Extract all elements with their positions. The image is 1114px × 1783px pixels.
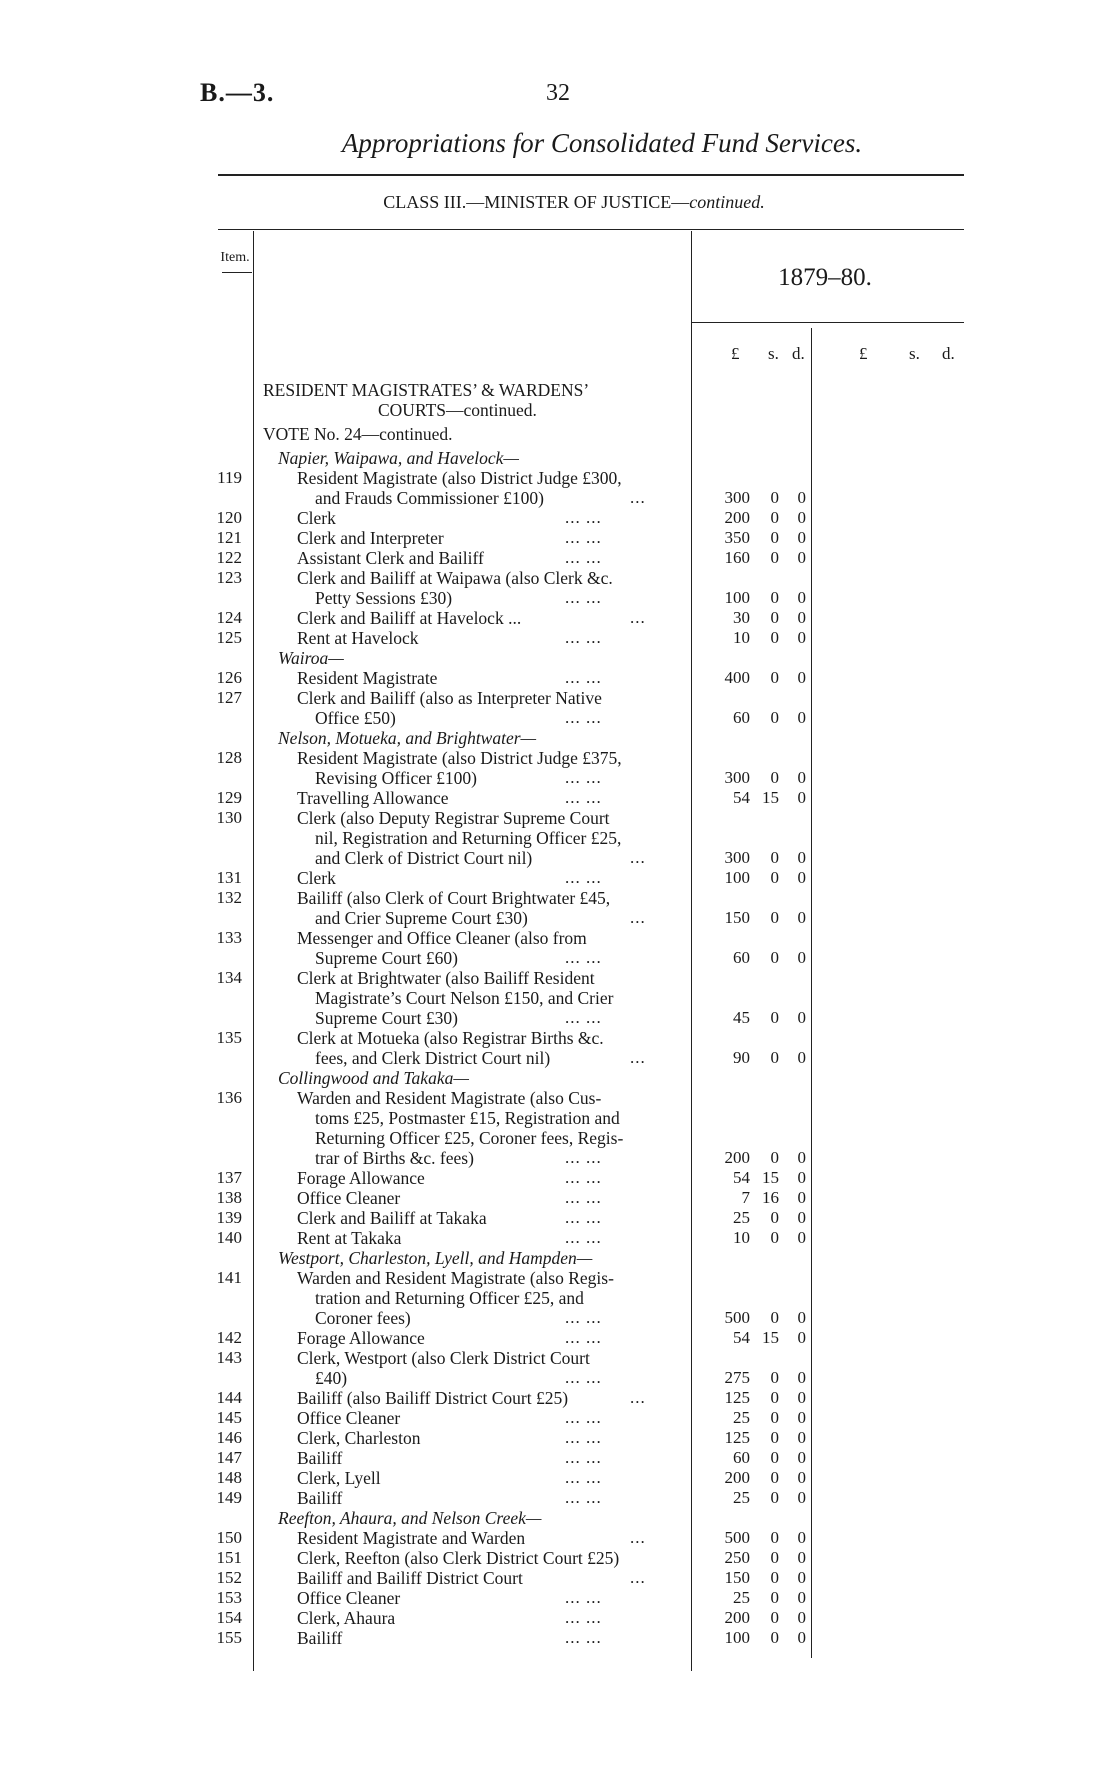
amount-pounds: 60 — [733, 948, 750, 967]
amount-shillings: 0 — [770, 628, 779, 647]
item-description: Warden and Resident Magistrate (also Cus- — [297, 1088, 602, 1108]
amount-pounds: 200 — [724, 1468, 750, 1487]
item-description: Clerk, Charleston — [297, 1428, 421, 1448]
leader-dots: ... ... — [565, 868, 602, 887]
amount-shillings: 0 — [770, 528, 779, 547]
item-number: 136 — [216, 1088, 242, 1107]
amount-pounds: 500 — [724, 1308, 750, 1327]
item-description: Clerk and Bailiff at Takaka — [297, 1208, 487, 1228]
amount-column-divider — [811, 328, 812, 1658]
item-number: 145 — [216, 1408, 242, 1427]
item-description: Resident Magistrate and Warden — [297, 1528, 526, 1548]
leader-dots: ... — [630, 908, 646, 927]
amount-pounds: 400 — [724, 668, 750, 687]
leader-dots: ... ... — [565, 1488, 602, 1507]
item-description: Revising Officer £100) — [315, 768, 478, 788]
description-column-divider — [691, 231, 692, 1671]
amount-pence: 0 — [797, 1588, 806, 1607]
item-description: Bailiff (also Bailiff District Court £25) — [297, 1388, 569, 1408]
amount-pounds: 54 — [733, 788, 750, 807]
leader-dots: ... ... — [565, 508, 602, 527]
leader-dots: ... ... — [565, 1428, 602, 1447]
pence-column-header: d. — [792, 344, 805, 363]
item-number: 131 — [216, 868, 242, 887]
leader-dots: ... ... — [565, 1188, 602, 1207]
item-description: Returning Officer £25, Coroner fees, Regis- — [315, 1128, 624, 1148]
item-number: 132 — [216, 888, 242, 907]
item-number: 147 — [216, 1448, 242, 1467]
amount-shillings: 15 — [762, 1168, 779, 1187]
item-description: Rent at Havelock — [297, 628, 419, 648]
amount-pence: 0 — [797, 508, 806, 527]
item-description: Clerk — [297, 868, 336, 888]
item-number: 143 — [216, 1348, 242, 1367]
leader-dots: ... ... — [565, 1408, 602, 1427]
amount-pence: 0 — [797, 1428, 806, 1447]
item-description: Office Cleaner — [297, 1588, 401, 1608]
item-number: 133 — [216, 928, 242, 947]
item-description: Forage Allowance — [297, 1168, 425, 1188]
item-description: Messenger and Office Cleaner (also from — [297, 928, 587, 948]
amount-pounds: 10 — [733, 628, 750, 647]
class-heading-suffix: continued. — [689, 192, 765, 212]
amount-pence: 0 — [797, 548, 806, 567]
item-description: Clerk and Bailiff (also as Interpreter Native — [297, 688, 602, 708]
amount-pence: 0 — [797, 868, 806, 887]
item-description: Clerk at Motueka (also Registrar Births &c. — [297, 1028, 604, 1048]
item-number: 122 — [216, 548, 242, 567]
leader-dots: ... ... — [565, 1208, 602, 1227]
amount-pence: 0 — [797, 1528, 806, 1547]
amount-shillings: 0 — [770, 1628, 779, 1647]
amount-pence: 0 — [797, 488, 806, 507]
amount-pounds: 125 — [724, 1388, 750, 1407]
item-description: Clerk at Brightwater (also Bailiff Resident — [297, 968, 595, 988]
leader-dots: ... ... — [565, 788, 602, 807]
item-description: Assistant Clerk and Bailiff — [297, 548, 484, 568]
amount-shillings: 0 — [770, 1308, 779, 1327]
amount-shillings: 0 — [770, 1388, 779, 1407]
leader-dots: ... — [630, 1528, 646, 1547]
leader-dots: ... ... — [565, 1168, 602, 1187]
item-description: Office Cleaner — [297, 1408, 401, 1428]
leader-dots: ... ... — [565, 588, 602, 607]
item-description: toms £25, Postmaster £15, Registration and — [315, 1108, 620, 1128]
amount-pounds: 60 — [733, 708, 750, 727]
amount-shillings: 0 — [770, 608, 779, 627]
item-description: Travelling Allowance — [297, 788, 449, 808]
amount-pence: 0 — [797, 1488, 806, 1507]
amount-shillings: 0 — [770, 908, 779, 927]
amount-shillings: 0 — [770, 1608, 779, 1627]
amount-pounds: 25 — [733, 1208, 750, 1227]
amount-pence: 0 — [797, 1548, 806, 1567]
item-description: Bailiff — [297, 1448, 343, 1468]
amount-shillings: 16 — [762, 1188, 779, 1207]
amount-shillings: 15 — [762, 1328, 779, 1347]
amount-pence: 0 — [797, 1208, 806, 1227]
item-description: Bailiff — [297, 1628, 343, 1648]
vote-heading: VOTE No. 24—continued. — [263, 424, 453, 444]
item-number: 144 — [216, 1388, 242, 1407]
amount-pounds: 100 — [724, 588, 750, 607]
leader-dots: ... ... — [565, 548, 602, 567]
item-number: 121 — [216, 528, 242, 547]
amount-shillings: 0 — [770, 948, 779, 967]
item-number: 126 — [216, 668, 242, 687]
amount-pounds: 54 — [733, 1168, 750, 1187]
section-title-line1: RESIDENT MAGISTRATES’ & WARDENS’ — [263, 380, 590, 400]
amount-pounds: 160 — [724, 548, 750, 567]
amount-pence: 0 — [797, 1168, 806, 1187]
leader-dots: ... — [630, 1388, 646, 1407]
amount-pounds: 125 — [724, 1428, 750, 1447]
leader-dots: ... ... — [565, 1628, 602, 1647]
item-column-header: Item. — [220, 250, 250, 265]
leader-dots: ... ... — [565, 1608, 602, 1627]
item-description: fees, and Clerk District Court nil) — [315, 1048, 551, 1068]
item-description: Clerk, Lyell — [297, 1468, 381, 1488]
amount-shillings: 0 — [770, 588, 779, 607]
amount-pence: 0 — [797, 628, 806, 647]
item-description: Magistrate’s Court Nelson £150, and Crier — [315, 988, 614, 1008]
amount-pounds: 100 — [724, 1628, 750, 1647]
page-reference: B.—3. — [200, 78, 275, 107]
amount-shillings: 0 — [770, 1368, 779, 1387]
amount-pounds: 150 — [724, 908, 750, 927]
item-description: Supreme Court £60) — [315, 948, 458, 968]
item-number: 130 — [216, 808, 242, 827]
amount-pounds: 25 — [733, 1588, 750, 1607]
item-description: Forage Allowance — [297, 1328, 425, 1348]
amount-pence: 0 — [797, 1368, 806, 1387]
item-number: 120 — [216, 508, 242, 527]
amount-pounds: 200 — [724, 1148, 750, 1167]
item-number: 124 — [216, 608, 242, 627]
item-description: Clerk and Bailiff at Waipawa (also Clerk &c. — [297, 568, 613, 588]
amount-shillings: 0 — [770, 1568, 779, 1587]
leader-dots: ... ... — [565, 708, 602, 727]
leader-dots: ... ... — [565, 668, 602, 687]
subheading: Westport, Charleston, Lyell, and Hampden— — [278, 1248, 593, 1268]
year-header-rule — [691, 322, 964, 323]
amount-shillings: 0 — [770, 1228, 779, 1247]
amount-shillings: 0 — [770, 1428, 779, 1447]
leader-dots: ... ... — [565, 1228, 602, 1247]
amount-pounds: 300 — [724, 768, 750, 787]
item-description: Clerk and Bailiff at Havelock ... — [297, 608, 522, 628]
amount-pounds: 25 — [733, 1488, 750, 1507]
subheading: Collingwood and Takaka— — [278, 1068, 469, 1088]
amount-pence: 0 — [797, 788, 806, 807]
item-number: 150 — [216, 1528, 242, 1547]
amount-pence: 0 — [797, 1188, 806, 1207]
item-number: 138 — [216, 1188, 242, 1207]
item-description: and Crier Supreme Court £30) — [315, 908, 528, 928]
item-number: 127 — [216, 688, 242, 707]
page-number: 32 — [546, 80, 570, 106]
leader-dots: ... ... — [565, 1448, 602, 1467]
amount-shillings: 0 — [770, 1548, 779, 1567]
subheading: Nelson, Motueka, and Brightwater— — [278, 728, 537, 748]
item-description: Clerk, Westport (also Clerk District Court — [297, 1348, 590, 1368]
section-title-line2: COURTS—continued. — [378, 400, 537, 420]
amount-shillings: 0 — [770, 1528, 779, 1547]
amount-shillings: 0 — [770, 1208, 779, 1227]
amount-shillings: 15 — [762, 788, 779, 807]
amount-pounds: 500 — [724, 1528, 750, 1547]
amount-pounds: 45 — [733, 1008, 750, 1027]
amount-shillings: 0 — [770, 868, 779, 887]
class-heading — [214, 192, 934, 213]
amount-pence: 0 — [797, 848, 806, 867]
amount-pence: 0 — [797, 668, 806, 687]
amount-pence: 0 — [797, 1228, 806, 1247]
pound-column-header: £ — [731, 344, 740, 363]
amount-pence: 0 — [797, 768, 806, 787]
leader-dots: ... — [630, 608, 646, 627]
item-description: tration and Returning Officer £25, and — [315, 1288, 584, 1308]
amount-shillings: 0 — [770, 1448, 779, 1467]
subheading: Reefton, Ahaura, and Nelson Creek— — [278, 1508, 542, 1528]
amount-shillings: 0 — [770, 848, 779, 867]
item-number: 128 — [216, 748, 242, 767]
pound2-column-header: £ — [859, 344, 868, 363]
amount-pounds: 275 — [724, 1368, 750, 1387]
item-description: Office £50) — [315, 708, 396, 728]
amount-pounds: 30 — [733, 608, 750, 627]
amount-shillings: 0 — [770, 668, 779, 687]
item-description: Warden and Resident Magistrate (also Regis- — [297, 1268, 614, 1288]
amount-pence: 0 — [797, 908, 806, 927]
item-description: Clerk, Reefton (also Clerk District Court £25) — [297, 1548, 620, 1568]
item-description: Bailiff — [297, 1488, 343, 1508]
amount-pounds: 200 — [724, 508, 750, 527]
item-description: Clerk and Interpreter — [297, 528, 444, 548]
amount-shillings: 0 — [770, 488, 779, 507]
item-description: Clerk — [297, 508, 336, 528]
item-number: 123 — [216, 568, 242, 587]
amount-pence: 0 — [797, 1448, 806, 1467]
item-number: 153 — [216, 1588, 242, 1607]
leader-dots: ... — [630, 848, 646, 867]
item-number: 151 — [216, 1548, 242, 1567]
shilling2-column-header: s. — [909, 344, 920, 363]
amount-pence: 0 — [797, 1568, 806, 1587]
leader-dots: ... ... — [565, 1308, 602, 1327]
item-number: 141 — [216, 1268, 242, 1287]
item-description: Supreme Court £30) — [315, 1008, 458, 1028]
item-number: 135 — [216, 1028, 242, 1047]
amount-pounds: 300 — [724, 488, 750, 507]
amount-pounds: 7 — [741, 1188, 750, 1207]
amount-shillings: 0 — [770, 1468, 779, 1487]
amount-pounds: 250 — [724, 1548, 750, 1567]
amount-pence: 0 — [797, 1388, 806, 1407]
class-heading-text: CLASS III.—MINISTER OF JUSTICE— — [383, 192, 690, 212]
amount-pounds: 25 — [733, 1408, 750, 1427]
item-description: Resident Magistrate (also District Judge £300, — [297, 468, 622, 488]
amount-pence: 0 — [797, 608, 806, 627]
amount-shillings: 0 — [770, 508, 779, 527]
item-number: 134 — [216, 968, 242, 987]
page-title: Appropriations for Consolidated Fund Services. — [341, 128, 863, 158]
amount-pence: 0 — [797, 1308, 806, 1327]
amount-pence: 0 — [797, 1328, 806, 1347]
amount-pounds: 10 — [733, 1228, 750, 1247]
item-description: Coroner fees) — [315, 1308, 411, 1328]
item-number: 139 — [216, 1208, 242, 1227]
leader-dots: ... — [630, 1568, 646, 1587]
amount-shillings: 0 — [770, 1588, 779, 1607]
item-number: 148 — [216, 1468, 242, 1487]
amount-pence: 0 — [797, 1408, 806, 1427]
header-rule — [218, 229, 964, 230]
leader-dots: ... ... — [565, 1588, 602, 1607]
item-number: 149 — [216, 1488, 242, 1507]
item-description: Clerk (also Deputy Registrar Supreme Court — [297, 808, 610, 828]
title-rule — [218, 174, 964, 176]
item-description: £40) — [315, 1368, 348, 1388]
item-description: Resident Magistrate — [297, 668, 438, 688]
amount-pence: 0 — [797, 1468, 806, 1487]
item-description: Clerk, Ahaura — [297, 1608, 396, 1628]
amount-pence: 0 — [797, 1008, 806, 1027]
item-description: and Clerk of District Court nil) — [315, 848, 533, 868]
amount-pence: 0 — [797, 588, 806, 607]
item-description: Rent at Takaka — [297, 1228, 402, 1248]
item-column-divider — [253, 231, 254, 1671]
amount-pence: 0 — [797, 708, 806, 727]
amount-shillings: 0 — [770, 1048, 779, 1067]
item-description: Resident Magistrate (also District Judge £375, — [297, 748, 622, 768]
item-header-underline — [222, 272, 252, 273]
item-description: Petty Sessions £30) — [315, 588, 453, 608]
subheading: Wairoa— — [278, 648, 344, 668]
amount-pounds: 60 — [733, 1448, 750, 1467]
amount-shillings: 0 — [770, 1488, 779, 1507]
item-description: and Frauds Commissioner £100) — [315, 488, 544, 508]
amount-shillings: 0 — [770, 768, 779, 787]
item-number: 125 — [216, 628, 242, 647]
amount-pence: 0 — [797, 948, 806, 967]
item-number: 152 — [216, 1568, 242, 1587]
amount-pounds: 200 — [724, 1608, 750, 1627]
item-number: 137 — [216, 1168, 242, 1187]
leader-dots: ... ... — [565, 1148, 602, 1167]
amount-pounds: 150 — [724, 1568, 750, 1587]
amount-pounds: 90 — [733, 1048, 750, 1067]
amount-pounds: 100 — [724, 868, 750, 887]
item-number: 119 — [217, 468, 242, 487]
leader-dots: ... ... — [565, 768, 602, 787]
amount-pounds: 350 — [724, 528, 750, 547]
item-number: 142 — [216, 1328, 242, 1347]
leader-dots: ... ... — [565, 948, 602, 967]
leader-dots: ... ... — [565, 1368, 602, 1387]
amount-shillings: 0 — [770, 1148, 779, 1167]
shilling-column-header: s. — [768, 344, 779, 363]
amount-pence: 0 — [797, 1608, 806, 1627]
subheading: Napier, Waipawa, and Havelock— — [278, 448, 519, 468]
item-number: 129 — [216, 788, 242, 807]
pence2-column-header: d. — [942, 344, 955, 363]
amount-pence: 0 — [797, 1148, 806, 1167]
amount-shillings: 0 — [770, 708, 779, 727]
item-description: Office Cleaner — [297, 1188, 401, 1208]
leader-dots: ... ... — [565, 1468, 602, 1487]
amount-shillings: 0 — [770, 548, 779, 567]
leader-dots: ... ... — [565, 628, 602, 647]
leader-dots: ... — [630, 1048, 646, 1067]
leader-dots: ... — [630, 488, 646, 507]
leader-dots: ... ... — [565, 1328, 602, 1347]
year-header: 1879–80. — [778, 264, 872, 291]
item-description: trar of Births &c. fees) — [315, 1148, 474, 1168]
item-number: 155 — [216, 1628, 242, 1647]
amount-pence: 0 — [797, 1628, 806, 1647]
item-number: 154 — [216, 1608, 242, 1627]
amount-pence: 0 — [797, 1048, 806, 1067]
amount-shillings: 0 — [770, 1408, 779, 1427]
item-number: 146 — [216, 1428, 242, 1447]
item-number: 140 — [216, 1228, 242, 1247]
amount-pounds: 54 — [733, 1328, 750, 1347]
leader-dots: ... ... — [565, 1008, 602, 1027]
item-description: Bailiff and Bailiff District Court — [297, 1568, 523, 1588]
item-description: nil, Registration and Returning Officer £25, — [315, 828, 622, 848]
amount-pounds: 300 — [724, 848, 750, 867]
amount-pence: 0 — [797, 528, 806, 547]
leader-dots: ... ... — [565, 528, 602, 547]
amount-shillings: 0 — [770, 1008, 779, 1027]
item-description: Bailiff (also Clerk of Court Brightwater £45, — [297, 888, 611, 908]
